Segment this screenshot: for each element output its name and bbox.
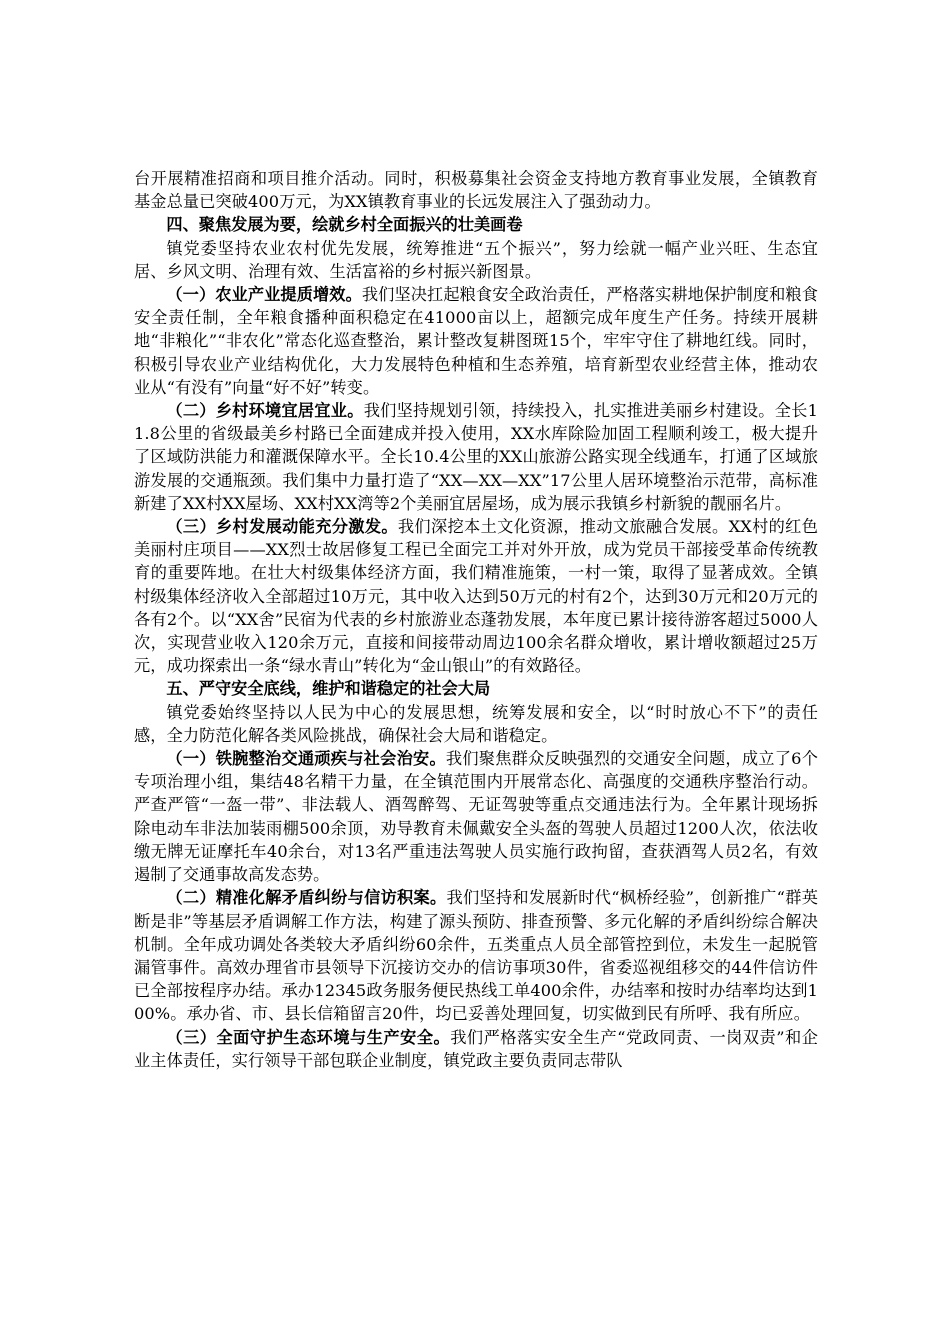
- paragraph-text: 我们坚决扛起粮食安全政治责任，严格落实耕地保护制度和粮食安全责任制，全年粮食播种面积稳定在41000亩以上，超额完成年度生产任务。持续开展耕地“非粮化”“非农化”常态化巡查整治，累计整改复耕图斑15个，牢牢守住了耕地红线。同时，积极引导农业产业结构优化，大力发展特色种植和生态养殖，培育新型农业经营主体，推动农业从“有没有”向量“好不好”转变。: [134, 285, 818, 397]
- subsection-lead: （二）精准化解矛盾纠纷与信访积案。: [166, 888, 447, 908]
- paragraph: [134, 167, 818, 213]
- paragraph: [134, 886, 818, 1025]
- heading-text: 五、严守安全底线，维护和谐稳定的社会大局: [166, 679, 491, 699]
- subsection-lead: （二）乡村环境宜居宜业。: [166, 401, 364, 421]
- document-page: [134, 167, 818, 1072]
- paragraph-text: 台开展精准招商和项目推介活动。同时，积极募集社会资金支持地方教育事业发展，全镇教育基金总量已突破400万元，为XX镇教育事业的长远发展注入了强劲动力。: [134, 169, 818, 212]
- paragraph: [134, 1026, 818, 1072]
- subsection-lead: （一）农业产业提质增效。: [166, 285, 362, 305]
- paragraph: [134, 701, 818, 747]
- paragraph-text: 我们聚焦群众反映强烈的交通安全问题，成立了6个专项治理小组，集结48名精干力量，在全镇范围内开展常态化、高强度的交通秩序整治行动。严查严管“一盔一带”、非法载人、酒驾醉驾、无证驾驶等重点交通违法行为。全年累计现场拆除电动车非法加装雨棚500余顶，劝导教育未佩戴安全头盔的驾驶人员超过1200人次，依法收缴无牌无证摩托车40余台，对13名严重违法驾驶人员实施行政拘留，查获酒驾人员2名，有效遏制了交通事故高发态势。: [134, 749, 818, 885]
- paragraph-text: 我们坚持和发展新时代“枫桥经验”，创新推广“群英断是非”等基层矛盾调解工作方法，构建了源头预防、排查预警、多元化解的矛盾纠纷综合解决机制。全年成功调处各类较大矛盾纠纷60余件，五类重点人员全部管控到位，未发生一起脱管漏管事件。高效办理省市县领导下沉接访交办的信访事项30件，省委巡视组移交的44件信访件已全部按程序办结。承办12345政务服务便民热线工单400余件，办结率和按时办结率均达到100%。承办省、市、县长信箱留言20件，均已妥善处理回复，切实做到民有所呼、我有所应。: [134, 888, 818, 1024]
- paragraph: [134, 515, 818, 677]
- paragraph-text: 我们深挖本土文化资源，推动文旅融合发展。XX村的红色美丽村庄项目——XX烈士故居修复工程已全面完工并对外开放，成为党员干部接受革命传统教育的重要阵地。在壮大村级集体经济方面，我们精准施策，一村一策，取得了显著成效。全镇村级集体经济收入全部超过10万元，其中收入达到50万元的村有2个，达到30万元和20万元的各有2个。以“XX舍”民宿为代表的乡村旅游业态蓬勃发展，本年度已累计接待游客超过5000人次，实现营业收入120余万元，直接和间接带动周边100余名群众增收，累计增收额超过25万元，成功探索出一条“绿水青山”转化为“金山银山”的有效路径。: [134, 517, 818, 676]
- paragraph: [134, 283, 818, 399]
- paragraph-text: 我们坚持规划引领，持续投入，扎实推进美丽乡村建设。全长11.8公里的省级最美乡村路已全面建成并投入使用，XX水库除险加固工程顺利竣工，极大提升了区域防洪能力和灌溉保障水平。全长10.4公里的XX山旅游公路实现全线通车，打通了区域旅游发展的交通瓶颈。我们集中力量打造了“XX—XX—XX”17公里人居环境整治示范带，高标准新建了XX村XX屋场、XX村XX湾等2个美丽宜居屋场，成为展示我镇乡村新貌的靓丽名片。: [134, 401, 818, 513]
- section-heading: [134, 213, 818, 236]
- paragraph-text: 我们严格落实安全生产“党政同责、一岗双责”和企业主体责任，实行领导干部包联企业制度，镇党政主要负责同志带队: [134, 1027, 818, 1070]
- paragraph: [134, 237, 818, 283]
- subsection-lead: （三）乡村发展动能充分激发。: [166, 517, 398, 537]
- paragraph: [134, 747, 818, 886]
- subsection-lead: （一）铁腕整治交通顽疾与社会治安。: [166, 749, 446, 769]
- paragraph-text: 镇党委坚持农业农村优先发展，统筹推进“五个振兴”，努力绘就一幅产业兴旺、生态宜居、乡风文明、治理有效、生活富裕的乡村振兴新图景。: [134, 238, 818, 281]
- paragraph: [134, 399, 818, 515]
- heading-text: 四、聚焦发展为要，绘就乡村全面振兴的壮美画卷: [166, 215, 523, 235]
- section-heading: [134, 677, 818, 700]
- subsection-lead: （三）全面守护生态环境与生产安全。: [166, 1027, 451, 1047]
- paragraph-text: 镇党委始终坚持以人民为中心的发展思想，统筹发展和安全，以“时时放心不下”的责任感，全力防范化解各类风险挑战，确保社会大局和谐稳定。: [134, 702, 818, 745]
